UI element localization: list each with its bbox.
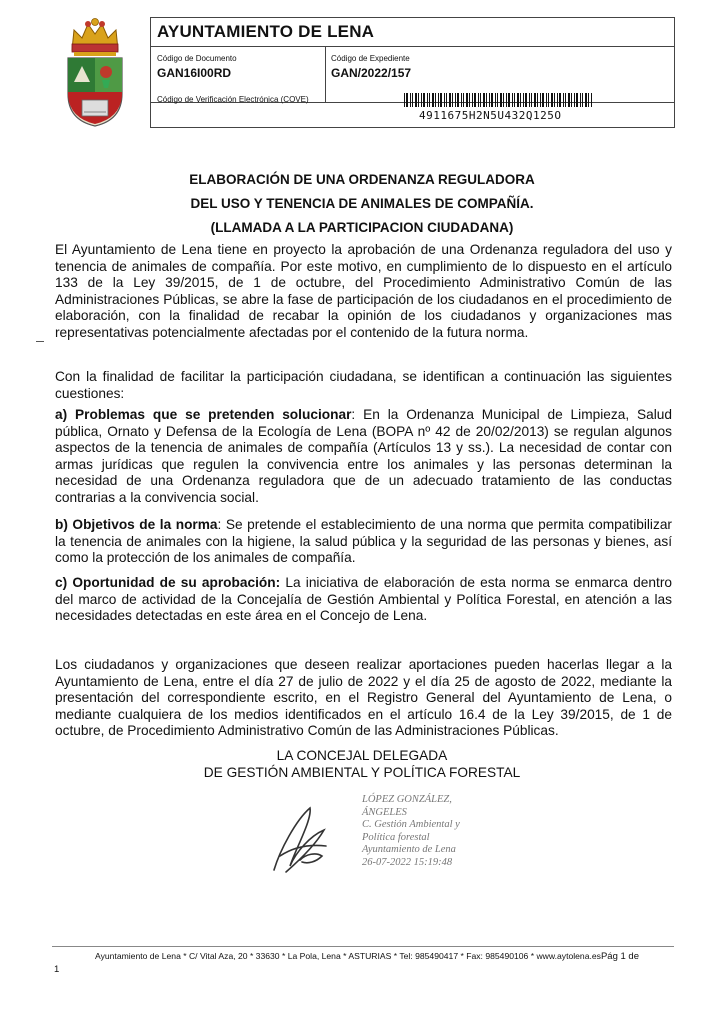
document-header-box: [150, 17, 675, 128]
section-c-label: c) Oportunidad de su aprobación:: [55, 575, 281, 590]
page-number-total: 1: [54, 964, 60, 975]
document-title-line-3: (LLAMADA A LA PARTICIPACION CIUDADANA): [210, 220, 514, 235]
document-title-line-2: DEL USO Y TENENCIA DE ANIMALES DE COMPAÑÍA.: [190, 196, 534, 211]
coat-of-arms-icon: [62, 16, 128, 128]
section-b-paragraph: [55, 517, 672, 567]
doc-code-label: Código de Documento: [157, 54, 237, 63]
file-code-value: GAN/2022/157: [331, 66, 412, 80]
handwritten-signature: [266, 800, 332, 880]
signature-line: LÓPEZ GONZÁLEZ,: [362, 794, 452, 805]
digital-signature-block: [362, 794, 460, 869]
section-b-label: b) Objetivos de la norma: [55, 517, 218, 532]
footer-address: [95, 951, 639, 962]
signature-line: 26-07-2022 15:19:48: [362, 856, 453, 868]
barcode-icon: [404, 93, 594, 107]
section-c-paragraph: [55, 575, 672, 625]
closing-line-1: LA CONCEJAL DELEGADA: [276, 748, 448, 763]
footer-address-text: Ayuntamiento de Lena * C/ Vital Aza, 20 * 33630 * La Pola, Lena * ASTURIAS * Tel: 985490417 * Fax: 985490106 * www.aytolena.es: [95, 951, 601, 961]
signature-line: ÁNGELES: [362, 806, 407, 818]
margin-mark: [36, 341, 44, 342]
doc-code-value: GAN16I00RD: [157, 66, 232, 80]
organization-name: AYUNTAMIENTO DE LENA: [157, 22, 375, 41]
signature-line: Política forestal: [362, 831, 430, 843]
signature-line: C. Gestión Ambiental y: [362, 819, 460, 830]
cove-label: Código de Verificación Electrónica (COVE): [157, 95, 309, 104]
section-a-paragraph: [55, 407, 672, 507]
section-a-text: : En la Ordenanza Municipal de Limpieza, Salud pública, Ornato y Defensa de la Ecología de Lena (BOPA nº 42 de 20/02/2013) se regulan algunos aspectos de la tenencia de animales de compañía (Artículos 13 y ss.). La necesidad de contar con armas jurídicas que regulen la convivencia entre los animales y las personas determinan la necesidad de una Ordenanza reguladora que de un adecuado tratamiento de las conductas contrarias a la convivencia social.: [55, 407, 673, 505]
footer-divider: [52, 946, 674, 947]
signature-line: Ayuntamiento de Lena: [362, 844, 456, 855]
file-code-label: Código de Expediente: [331, 54, 410, 63]
section-a-label: a) Problemas que se pretenden solucionar: [55, 407, 352, 422]
section-c-text: La iniciativa de elaboración de esta norma se enmarca dentro del marco de actividad de la Concejalía de Gestión Ambiental y Política Forestal, en atención a las necesidades detectadas en este área en el Concejo de Lena.: [55, 575, 672, 624]
document-title-line-1: ELABORACIÓN DE UNA ORDENANZA REGULADORA: [189, 172, 535, 187]
closing-line-2: DE GESTIÓN AMBIENTAL Y POLÍTICA FORESTAL: [203, 765, 521, 780]
questions-intro-paragraph: Con la finalidad de facilitar la participación ciudadana, se identifican a continuación las siguientes cuestiones:: [55, 369, 672, 401]
section-b-text: : Se pretende el establecimiento de una norma que permita compatibilizar la tenencia de animales con la higiene, la salud pública y la seguridad de las personas y bienes, así como la protección de los animales de compañía.: [55, 517, 672, 566]
submission-paragraph: Los ciudadanos y organizaciones que deseen realizar aportaciones pueden hacerlas llegar a la Ayuntamiento de Lena, entre el día 27 de julio de 2022 y el día 25 de agosto de 2022, mediante la presentación del correspondiente escrito, en el Registro General del Ayuntamiento de Lena, o mediante cualquiera de los medios identificados en el artículo 16.4 de la Ley 39/2015, de 1 de octubre, de Procedimiento Administrativo Común de las Administraciones Públicas.: [55, 657, 672, 739]
page-number-prefix: Pág 1 de: [600, 951, 639, 962]
cove-code-value: 4911675H2N5U432Q125O: [419, 109, 562, 122]
intro-paragraph: El Ayuntamiento de Lena tiene en proyecto la aprobación de una Ordenanza reguladora del uso y tenencia de animales de compañía. Por este motivo, en cumplimiento de lo dispuesto en el artículo 133 de la Ley 39/2015, de 1 de octubre, del Procedimiento Administrativo Común de las Administraciones Públicas, se abre la fase de participación de los ciudadanos en el procedimiento de elaboración, con la finalidad de recabar la opinión de los ciudadanos y organizaciones mas representativas potencialmente afectadas por el contenido de la futura norma.: [55, 242, 672, 340]
